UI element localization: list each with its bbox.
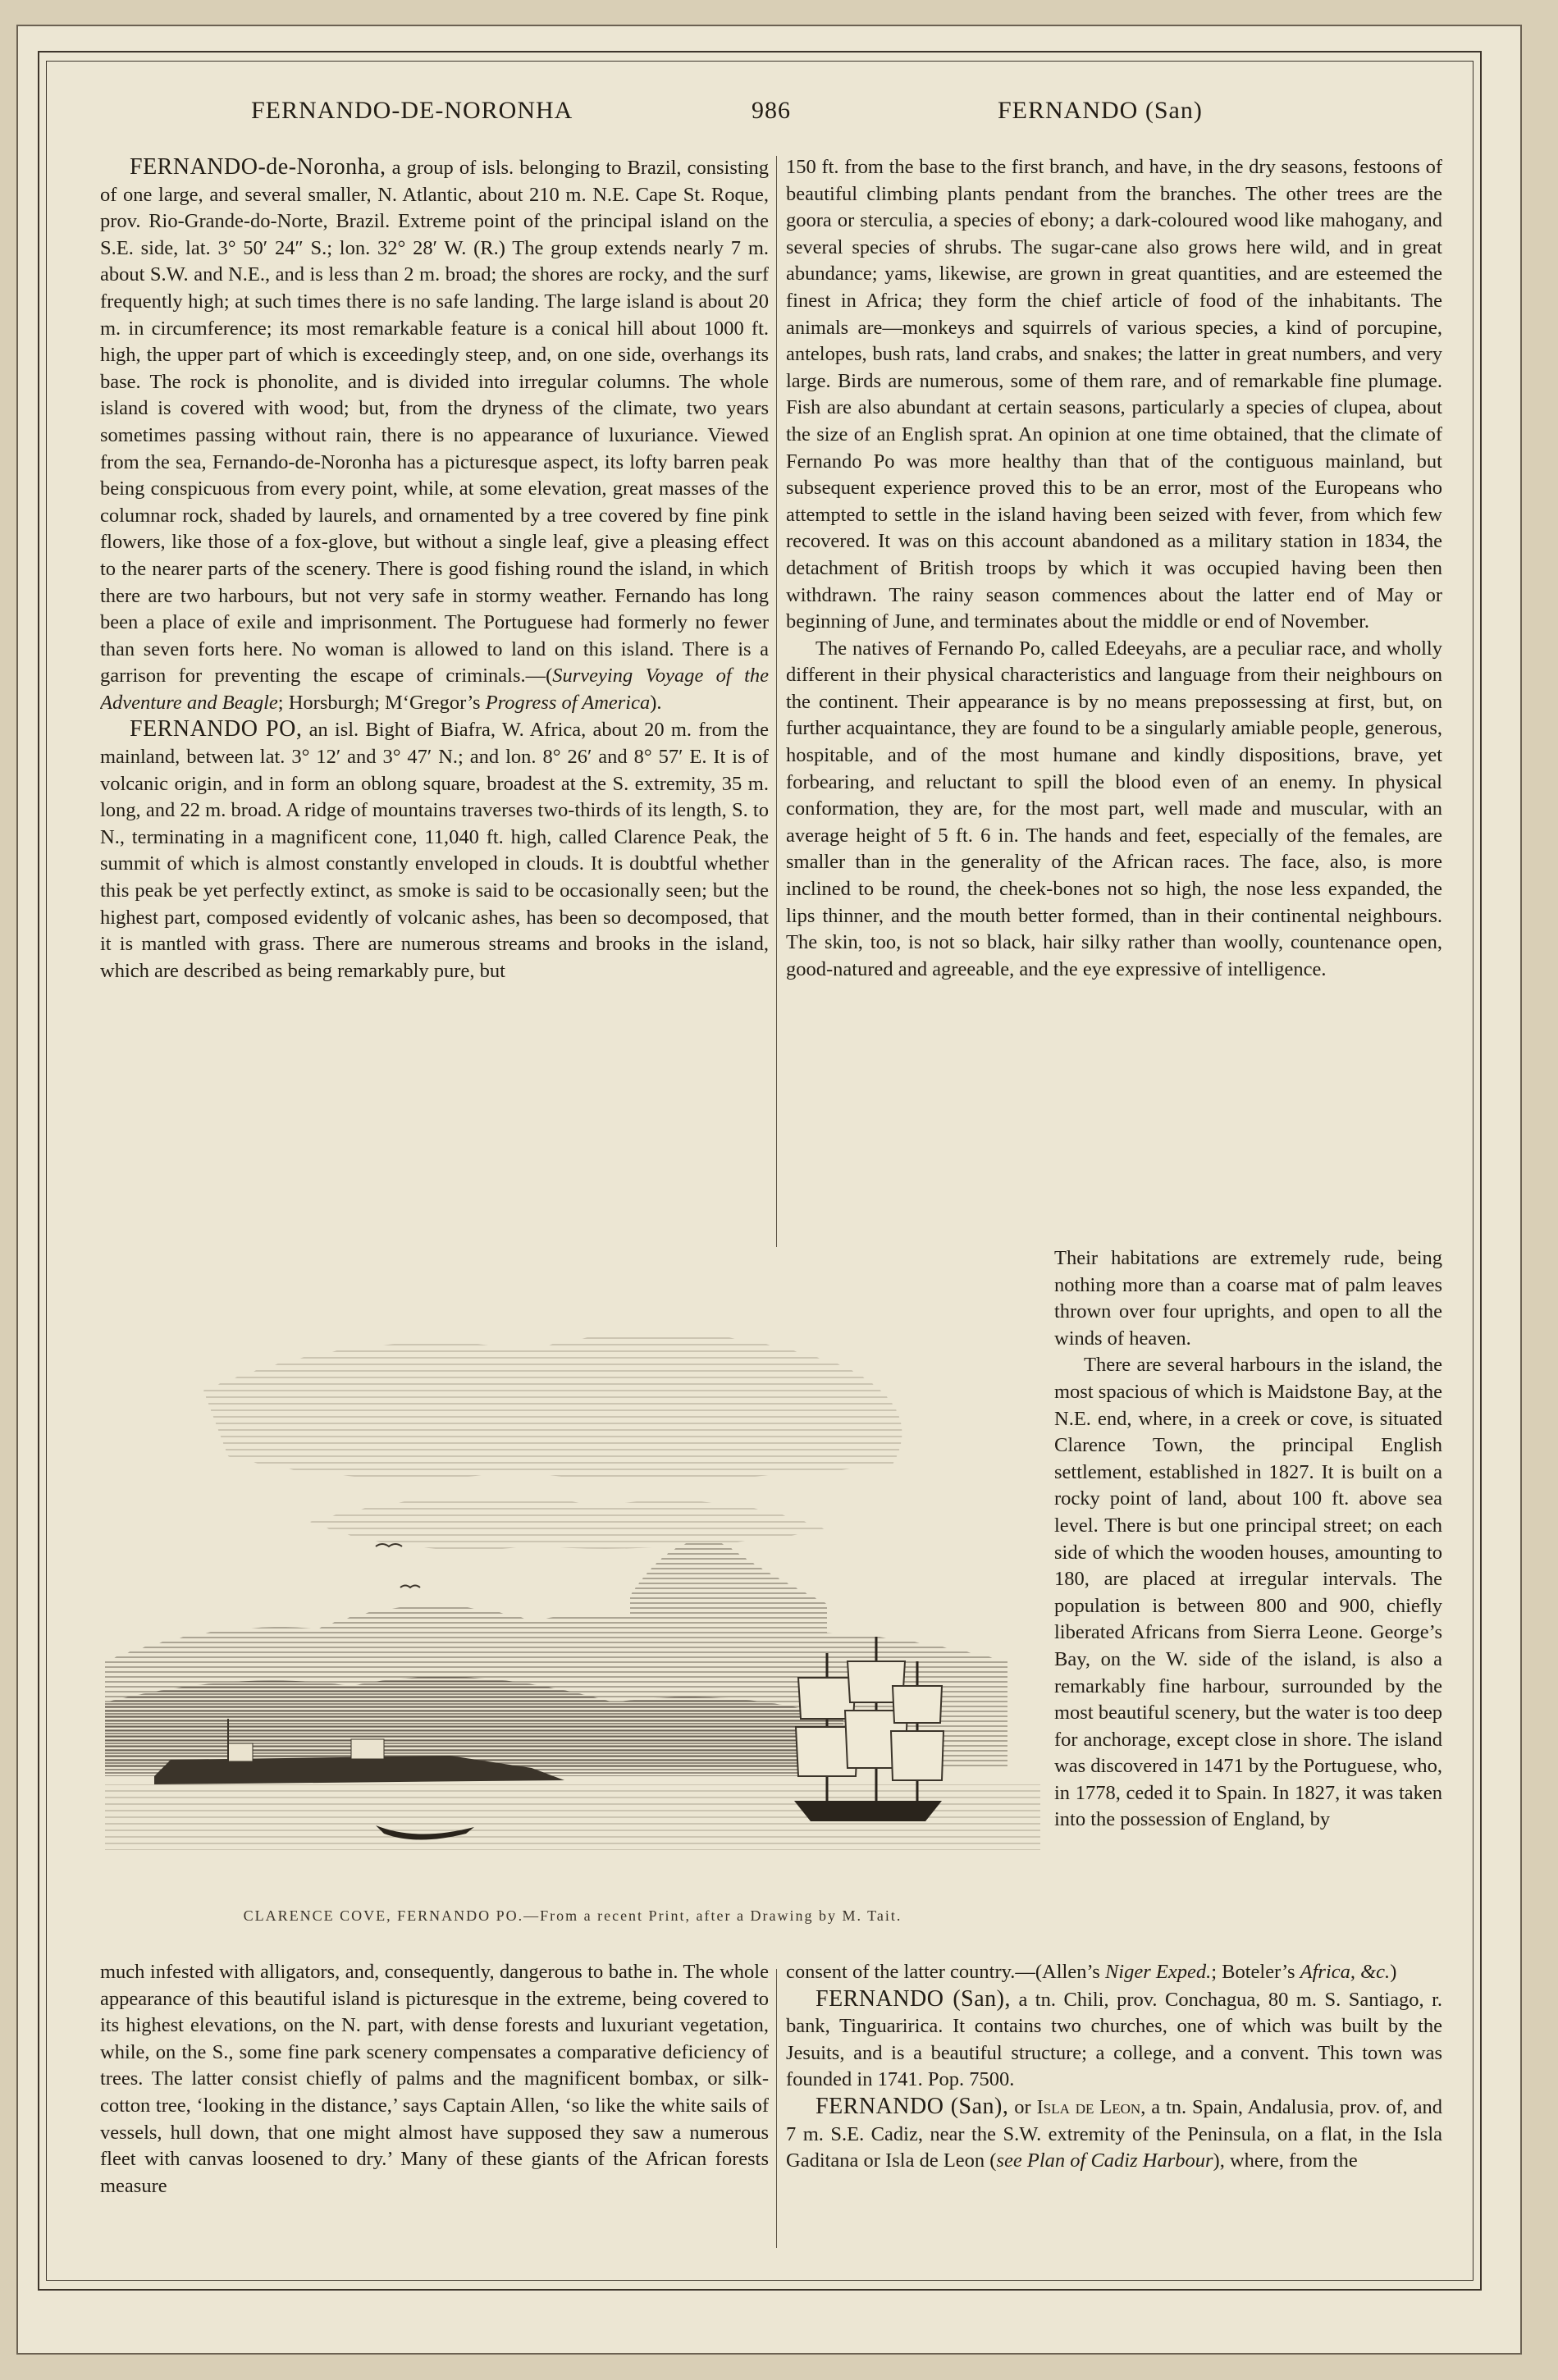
clouds-lower (310, 1496, 827, 1550)
entry-reference: Progress of America (485, 691, 651, 714)
header-left-title: FERNANDO-DE-NORONHA (251, 97, 573, 124)
entry-body: or (1014, 2095, 1037, 2118)
entry-reference: Africa, &c. (1300, 1961, 1391, 1983)
ship-hull (794, 1801, 942, 1821)
entry-fernando-de-noronha (100, 154, 769, 716)
entry-body: ). (650, 691, 662, 714)
header-right-title: FERNANDO (San) (998, 97, 1203, 124)
right-column (786, 154, 1442, 1254)
clouds (203, 1332, 902, 1479)
column-divider (776, 156, 777, 1247)
building (228, 1743, 253, 1761)
entry-body: a tn. Spain, Andalusia, prov. of, and 7 m. S.E. Cadiz, near the S.W. extremity of the Peninsula, on a flat, in the Isla Gaditana or Isla de Leon ( (786, 2095, 1442, 2172)
entry-heading: FERNANDO-de-Noronha, (130, 154, 386, 180)
entry-fernando-san-spain (786, 2094, 1442, 2175)
entry-reference: Surveying Voyage of the Adventure and Beagle (100, 665, 769, 714)
left-column (100, 154, 769, 1254)
paragraph-text: ) (1390, 1961, 1397, 1983)
page-number: 986 (752, 97, 791, 124)
paragraph-text: ; Boteler’s (1211, 1961, 1300, 1983)
bottom-right-column (786, 1959, 1442, 2254)
right-narrow-column (1054, 1245, 1442, 1967)
running-header (46, 97, 1473, 146)
paragraph-text: consent of the latter country.—(Allen’s (786, 1961, 1105, 1983)
ship-sails (891, 1686, 943, 1780)
paragraph: The natives of Fernando Po, called Edeeyahs, are a peculiar race, and wholly different in their physical characteristics and language from their neighbours on the continent. Their appearance is by no means prepossessing at first, but, on further acquaintance, they are found to be a singularly amiable people, generous, hospitable, and of the most humane and kindly dispositions, brave, yet forbearing, and reluctant to spill the blood even of an enemy. In physical conformation, they are, for the most part, well made and muscular, with an average height of 5 ft. 6 in. The hands and feet, especially of the females, are smaller than in the generality of the African races. The face, also, is more inclined to be round, the cheek-bones not so high, the nose less expanded, the lips thinner, and the mouth better formed, than in their continental neighbours. The skin, too, is not so black, hair silky rather than woolly, countenance open, good-natured and agreeable, and the eye expressive of intelligence. (786, 637, 1442, 980)
paragraph (786, 1959, 1442, 1986)
entry-heading: FERNANDO PO, (130, 716, 303, 742)
entry-body: a tn. Chili, prov. Conchagua, 80 m. S. Santiago, r. bank, Tinguaririca. It contains two churches, one of which was built by the Jesuits, and is a beautiful structure; a college, and a convent. This town was founded in 1741. Pop. 7500. (786, 1988, 1442, 2091)
paragraph: much infested with alligators, and, consequently, dangerous to bathe in. The whole appearance of this beautiful island is picturesque in the extreme, being covered to its highest elevations, on the N. part, with dense forests and luxuriant vegetation, while, on the S., some fine park scenery compensates a comparative deficiency of trees. The latter consist chiefly of palms and the magnificent bombax, or silk-cotton tree, ‘looking in the distance,’ says Captain Allen, ‘so like the white sails of vessels, hull down, that one might almost have supposed they saw a numerous fleet with canvas loosened to dry.’ Many of these giants of the African forests measure (100, 1961, 769, 2197)
entry-heading: FERNANDO (San), (816, 2093, 1009, 2119)
paragraph: There are several harbours in the island, the most spacious of which is Maidstone Bay, at the N.E. end, where, in a creek or cove, is situated Clarence Town, the principal English settlement, established in 1827. It is built on a rocky point of land, about 100 ft. above sea level. There is but one principal street; on each side of which the wooden houses, amounting to 180, are placed at irregular intervals. The population is between 800 and 900, chiefly liberated Africans from Sierra Leone. George’s Bay, on the W. side of the island, is also a remarkably fine harbour, surrounded by the most beautiful scenery, but the water is too deep for anchorage, except close in shore. The island was discovered in 1471 by the Portuguese, who, in 1778, ceded it to Spain. In 1827, it was taken into the possession of England, by (1054, 1354, 1442, 1831)
entry-body: an isl. Bight of Biafra, W. Africa, about 20 m. from the mainland, between lat. 3° 12′ and 3° 47′ N.; and lon. 8° 26′ and 8° 57′ E. It is of volcanic origin, and in form an oblong square, broadest at the S. extremity, 35 m. long, and 22 m. broad. A ridge of mountains traverses two-thirds of its length, S. to N., terminating in a magnificent cone, 11,040 ft. high, called Clarence Peak, the summit of which is almost constantly enveloped in clouds. It is doubtful whether this peak be yet perfectly extinct, as smoke is said to be occasionally seen; but the highest part, composed evidently of volcanic ashes, has been so decomposed, that it is mantled with grass. There are numerous streams and brooks in the island, which are described as being remarkably pure, but (100, 719, 769, 982)
entry-body: a group of isls. belonging to Brazil, consisting of one large, and several smaller, N. Atlantic, about 210 m. N.E. Cape St. Roque, prov. Rio-Grande-do-Norte, Brazil. Extreme point of the principal island on the S.E. side, lat. 3° 50′ 24″ S.; lon. 32° 28′ W. (R.) The group extends nearly 7 m. about S.W. and N.E., and is less than 2 m. broad; the shores are rocky, and the surf frequently high; at such times there is no safe landing. The large island is about 20 m. in circumference; its most remarkable feature is a conical hill about 1000 ft. high, the upper part of which is exceedingly steep, and, on one side, overhangs its base. The rock is phonolite, and is divided into irregular columns. The whole island is covered with wood; but, from the dryness of the climate, two years sometimes passing without rain, there is no appearance of luxuriance. Viewed from the sea, Fernando-de-Noronha has a picturesque aspect, its lofty barren peak being conspicuous from every point, while, at some elevation, great masses of the columnar rock, shaded by laurels, and ornamented by a tree covered by fine pink flowers, like those of a fox-glove, but without a single leaf, give a pleasing effect to the nearer parts of the scenery. There is good fishing round the island, in which there are two harbours, but not very safe in stormy weather. Fernando has long been a place of exile and imprisonment. The Portuguese had formerly no fewer than seven forts here. No woman is allowed to land on this island. There is a garrison for preventing the escape of criminals.—( (100, 157, 769, 688)
entry-reference: Niger Exped. (1104, 1961, 1212, 1983)
entry-heading: FERNANDO (San), (816, 1985, 1011, 2012)
entry-fernando-san-chili (786, 1986, 1442, 2094)
entry-fernando-po (100, 716, 769, 984)
engraving-clarence-cove (105, 1276, 1040, 1850)
bird-icon (400, 1586, 420, 1588)
column-divider-bottom (776, 1969, 777, 2248)
entry-body: ; Horsburgh; M‘Gregor’s (277, 691, 486, 714)
paragraph: Their habitations are extremely rude, being nothing more than a coarse mat of palm leaves thrown over four uprights, and open to all the winds of heaven. (1054, 1247, 1442, 1350)
figure-caption: CLARENCE COVE, FERNANDO PO.—From a recent Print, after a Drawing by M. Tait. (243, 1907, 902, 1924)
bird-icon (376, 1544, 402, 1546)
entry-alt-name: Isla de Leon, (1036, 2095, 1146, 2118)
paragraph: 150 ft. from the base to the first branch, and have, in the dry seasons, festoons of beautiful climbing plants pendant from the branches. The other trees are the goora or sterculia, a species of ebony; a dark-coloured wood like mahogany, and several species of shrubs. The sugar-cane also grows here wild, and in great abundance; yams, likewise, are grown in great quantities, and are esteemed the finest in Africa; they form the chief article of food of the inhabitants. The animals are—monkeys and squirrels of various species, a kind of porcupine, antelopes, bush rats, land crabs, and snakes; the latter in great numbers, and very large. Birds are numerous, some of them rare, and of remarkable fine plumage. Fish are also abundant at certain seasons, particularly a species of clupea, about the size of an English sprat. An opinion at one time obtained, that the climate of Fernando Po was more healthy than that of the contiguous mainland, but subsequent experience proved this to be an error, most of the Europeans who attempted to settle in the island having been seized with fever, from which few recovered. It was on this account abandoned as a military station in 1834, the detachment of British troops by which it was occupied having been then withdrawn. The rainy season commences about the latter end of May or beginning of June, and terminates about the middle or end of November. (786, 156, 1442, 633)
building (351, 1739, 384, 1759)
entry-body: ), where, from the (1213, 2149, 1358, 2172)
bottom-left-column (100, 1959, 769, 2254)
entry-reference: see Plan of Cadiz Harbour (996, 2149, 1213, 2172)
